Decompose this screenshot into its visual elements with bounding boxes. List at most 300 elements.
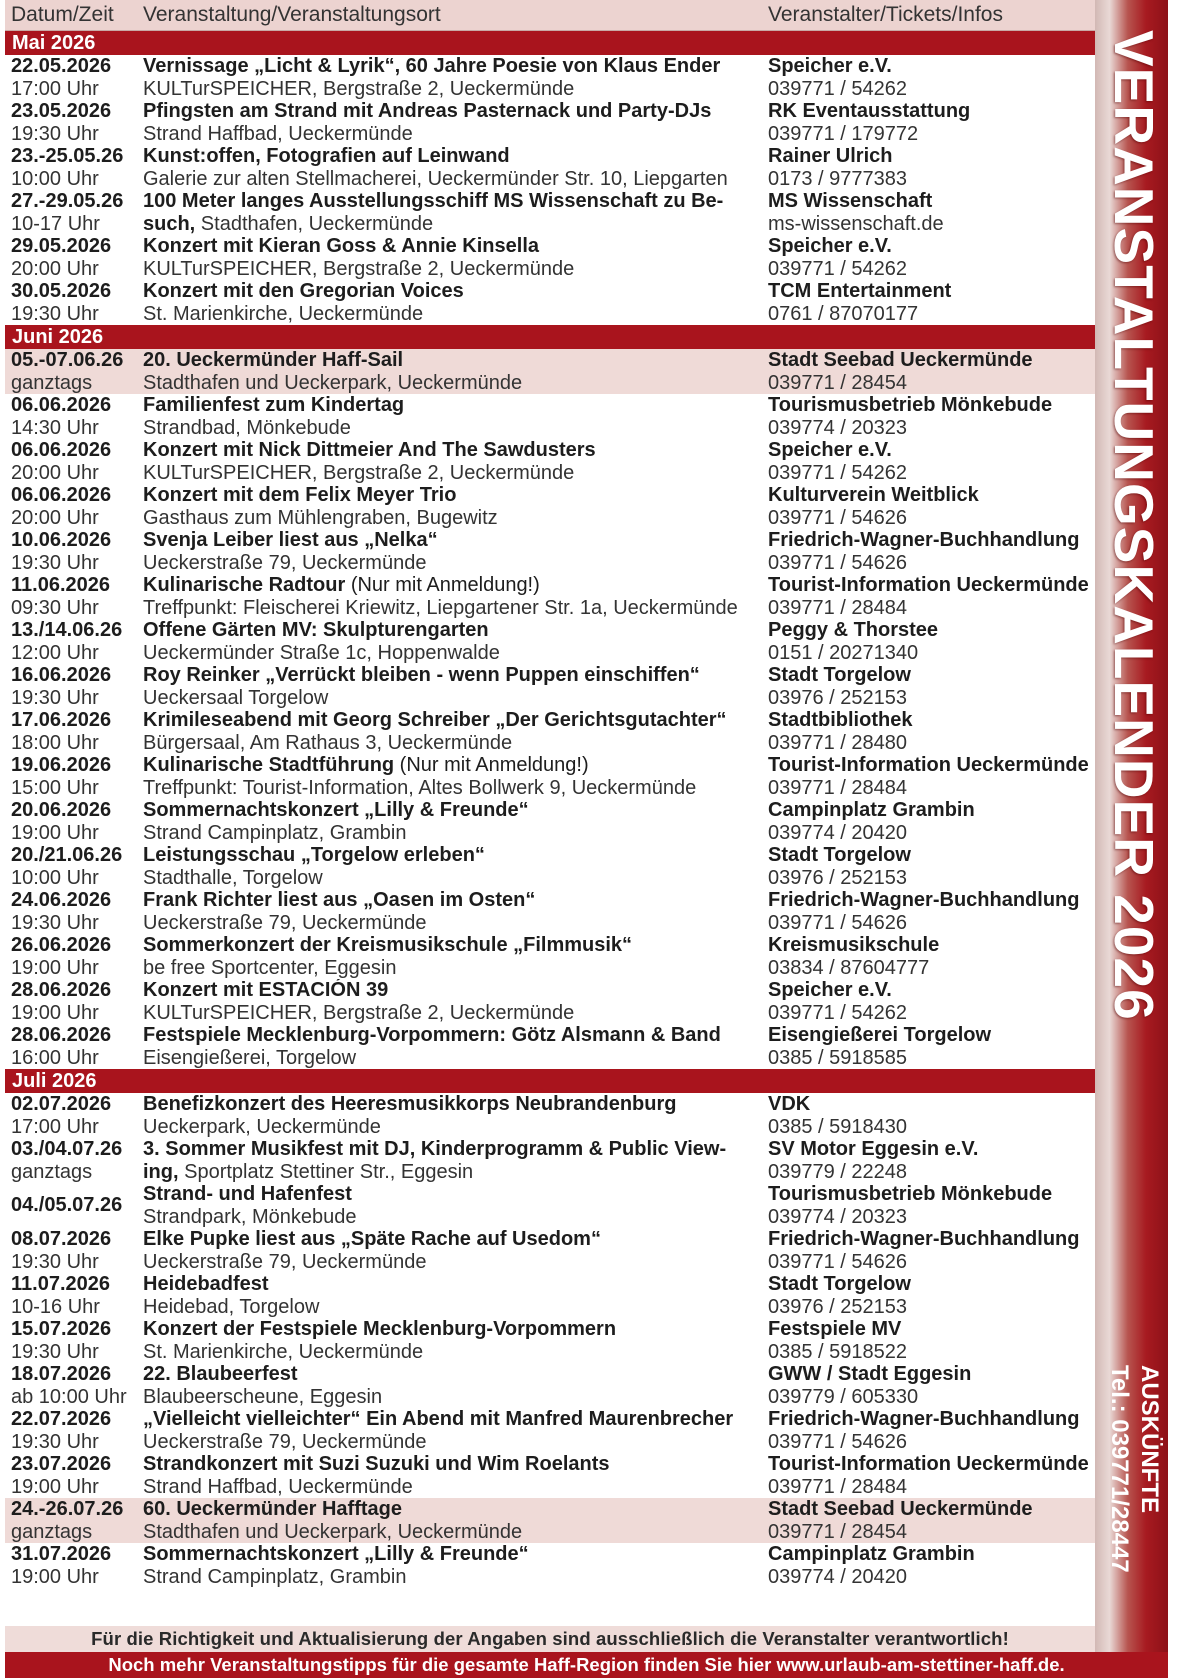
organizer-name: Festspiele MV: [768, 1318, 902, 1340]
organizer-name: SV Motor Eggesin e.V.: [768, 1138, 979, 1160]
event-info: [139, 1318, 764, 1363]
event-venue-line: [143, 1296, 764, 1319]
event-venue-line: [143, 732, 764, 755]
event-time: 16:00 Uhr: [11, 1046, 99, 1069]
event-row: [5, 664, 1095, 709]
event-title: 3. Sommer Musikfest mit DJ, Kinderprogramm & Public View-: [143, 1138, 727, 1160]
organizer-contact: 039771 / 54626: [768, 911, 908, 934]
month-banner: Juni 2026: [5, 325, 1095, 349]
event-title-line: [143, 1453, 764, 1476]
event-title: Kunst:offen, Fotografien auf Leinwand: [143, 145, 510, 167]
event-title-line: [143, 1273, 764, 1296]
event-time: 10:00 Uhr: [11, 866, 99, 889]
organizer-contact: 039771 / 28454: [768, 1520, 908, 1543]
event-date: 20./21.06.26: [11, 844, 123, 866]
event-date: 02.07.2026: [11, 1093, 112, 1115]
event-date: 06.06.2026: [11, 439, 112, 461]
organizer-contact: 039774 / 20323: [768, 1205, 908, 1228]
event-venue: Galerie zur alten Stellmacherei, Ueckermünder Str. 10, Liepgarten: [143, 167, 728, 190]
event-title-line: [143, 235, 764, 258]
event-title-line: [143, 190, 764, 213]
event-title-line: [143, 934, 764, 957]
event-venue: Sportplatz Stettiner Str., Eggesin: [178, 1160, 474, 1183]
organizer-contact: 0385 / 5918522: [768, 1340, 908, 1363]
event-venue: Stadthafen, Ueckermünde: [195, 212, 434, 235]
event-title: Sommernachtskonzert „Lilly & Freunde“: [143, 799, 529, 821]
event-row: [5, 394, 1095, 439]
event-row: [5, 1363, 1095, 1408]
event-info: [139, 889, 764, 934]
event-organizer: [764, 55, 1095, 100]
organizer-name: Tourist-Information Ueckermünde: [768, 574, 1089, 596]
event-title-line: [143, 979, 764, 1002]
event-venue-line: [143, 213, 764, 236]
event-title: „Vielleicht vielleichter“ Ein Abend mit Manfred Maurenbrecher: [143, 1408, 734, 1430]
event-title-line: [143, 1138, 764, 1161]
event-title-line: [143, 1183, 764, 1206]
organizer-name: Stadt Torgelow: [768, 664, 911, 686]
event-title: Familienfest zum Kindertag: [143, 394, 405, 416]
event-venue-line: [143, 1566, 764, 1589]
organizer-name: VDK: [768, 1093, 811, 1115]
event-venue-line: [143, 1386, 764, 1409]
event-title: 60. Ueckermünder Hafftage: [143, 1498, 402, 1520]
event-time: 19:30 Uhr: [11, 551, 99, 574]
event-title: Offene Gärten MV: Skulpturengarten: [143, 619, 489, 641]
event-organizer: [764, 1183, 1095, 1228]
event-venue: Ueckersaal Torgelow: [143, 686, 329, 709]
event-venue-line: [143, 642, 764, 665]
event-venue: Strandbad, Mönkebude: [143, 416, 351, 439]
event-date: 03./04.07.26: [11, 1138, 123, 1160]
event-datetime: [5, 844, 139, 889]
event-title-line: [143, 529, 764, 552]
organizer-name: Campinplatz Grambin: [768, 1543, 975, 1565]
event-venue-line: [143, 822, 764, 845]
event-date: 19.06.2026: [11, 754, 112, 776]
event-info: [139, 979, 764, 1024]
event-title-line: [143, 280, 764, 303]
organizer-name: Stadt Seebad Ueckermünde: [768, 1498, 1033, 1520]
event-date: 24.-26.07.26: [11, 1498, 124, 1520]
event-title-line: [143, 484, 764, 507]
organizer-name: Speicher e.V.: [768, 235, 892, 257]
event-time: 19:00 Uhr: [11, 1001, 99, 1024]
event-datetime: [5, 529, 139, 574]
event-venue-line: [143, 957, 764, 980]
event-rows: [5, 31, 1095, 1588]
event-time: 10-17 Uhr: [11, 212, 100, 235]
event-datetime: [5, 100, 139, 145]
event-organizer: [764, 754, 1095, 799]
event-title-line: [143, 799, 764, 822]
event-datetime: [5, 190, 139, 235]
event-info: [139, 100, 764, 145]
event-venue-line: [143, 1251, 764, 1274]
organizer-name: Friedrich-Wagner-Buchhandlung: [768, 889, 1080, 911]
event-organizer: [764, 100, 1095, 145]
event-info: [139, 574, 764, 619]
event-organizer: [764, 349, 1095, 394]
event-title: Leistungsschau „Torgelow erleben“: [143, 844, 485, 866]
event-time: 17:00 Uhr: [11, 77, 99, 100]
event-info: [139, 1363, 764, 1408]
event-time: ganztags: [11, 1160, 93, 1183]
event-time: 10-16 Uhr: [11, 1295, 100, 1318]
event-row: [5, 1453, 1095, 1498]
event-venue: Ueckerstraße 79, Ueckermünde: [143, 1430, 427, 1453]
event-info: [139, 1453, 764, 1498]
event-row: [5, 439, 1095, 484]
organizer-contact: 039771 / 54262: [768, 461, 908, 484]
event-date: 17.06.2026: [11, 709, 112, 731]
event-date: 30.05.2026: [11, 280, 112, 302]
organizer-name: Friedrich-Wagner-Buchhandlung: [768, 529, 1080, 551]
event-venue: KULTurSPEICHER, Bergstraße 2, Ueckermünde: [143, 77, 575, 100]
event-venue: Bürgersaal, Am Rathaus 3, Ueckermünde: [143, 731, 513, 754]
event-datetime: [5, 484, 139, 529]
event-time: 09:30 Uhr: [11, 596, 99, 619]
event-venue-line: [143, 1431, 764, 1454]
event-row: [5, 190, 1095, 235]
event-organizer: [764, 1228, 1095, 1273]
event-title: Benefizkonzert des Heeresmusikkorps Neubrandenburg: [143, 1093, 677, 1115]
organizer-contact: 039774 / 20323: [768, 416, 908, 439]
organizer-name: Tourist-Information Ueckermünde: [768, 1453, 1089, 1475]
event-row: [5, 145, 1095, 190]
event-title-line: [143, 889, 764, 912]
event-time: 20:00 Uhr: [11, 461, 99, 484]
event-row: [5, 1543, 1095, 1588]
event-datetime: [5, 235, 139, 280]
event-venue: Treffpunkt: Fleischerei Kriewitz, Liepgartener Str. 1a, Ueckermünde: [143, 596, 738, 619]
event-title: 100 Meter langes Ausstellungsschiff MS Wissenschaft zu Be-: [143, 190, 724, 212]
event-info: [139, 1498, 764, 1543]
event-datetime: [5, 1453, 139, 1498]
event-datetime: [5, 889, 139, 934]
event-venue: Stadthalle, Torgelow: [143, 866, 323, 889]
event-organizer: [764, 1093, 1095, 1138]
info-block: [1100, 1365, 1164, 1615]
organizer-contact: 03976 / 252153: [768, 866, 908, 889]
table-header: [5, 0, 1095, 31]
event-organizer: [764, 1498, 1095, 1543]
event-row: [5, 1093, 1095, 1138]
event-time: 20:00 Uhr: [11, 506, 99, 529]
event-time: 19:00 Uhr: [11, 1475, 99, 1498]
event-venue: KULTurSPEICHER, Bergstraße 2, Ueckermünde: [143, 1001, 575, 1024]
event-title-line: [143, 1024, 764, 1047]
event-row: [5, 1498, 1095, 1543]
event-time: 19:30 Uhr: [11, 1340, 99, 1363]
header-date: Datum/Zeit: [11, 3, 114, 26]
event-organizer: [764, 1273, 1095, 1318]
event-title: Heidebadfest: [143, 1273, 269, 1295]
event-datetime: [5, 1408, 139, 1453]
event-organizer: [764, 235, 1095, 280]
event-datetime: [5, 754, 139, 799]
organizer-contact: 0385 / 5918430: [768, 1115, 908, 1138]
event-organizer: [764, 280, 1095, 325]
organizer-name: MS Wissenschaft: [768, 190, 933, 212]
event-venue-line: [143, 1521, 764, 1544]
organizer-name: Stadtbibliothek: [768, 709, 913, 731]
event-venue: Strandpark, Mönkebude: [143, 1205, 357, 1228]
event-venue: Strand Campinplatz, Grambin: [143, 1565, 407, 1588]
organizer-contact: 039771 / 54262: [768, 257, 908, 280]
event-info: [139, 145, 764, 190]
event-row: [5, 574, 1095, 619]
event-venue-line: [143, 1002, 764, 1025]
organizer-name: Rainer Ulrich: [768, 145, 893, 167]
event-title-line: [143, 1093, 764, 1116]
organizer-contact: 03834 / 87604777: [768, 956, 930, 979]
event-title: Svenja Leiber liest aus „Nelka“: [143, 529, 438, 551]
event-venue-line: [143, 417, 764, 440]
event-date: 10.06.2026: [11, 529, 112, 551]
event-organizer: [764, 145, 1095, 190]
event-datetime: [5, 439, 139, 484]
event-venue-line: [143, 258, 764, 281]
event-date: 28.06.2026: [11, 979, 112, 1001]
event-datetime: [5, 574, 139, 619]
event-venue: St. Marienkirche, Ueckermünde: [143, 1340, 424, 1363]
organizer-contact: 039771 / 54262: [768, 77, 908, 100]
event-venue-line: [143, 123, 764, 146]
event-datetime: [5, 979, 139, 1024]
event-venue: KULTurSPEICHER, Bergstraße 2, Ueckermünde: [143, 257, 575, 280]
event-date: 29.05.2026: [11, 235, 112, 257]
organizer-name: Speicher e.V.: [768, 439, 892, 461]
event-title-line: [143, 1543, 764, 1566]
more-tips-banner: Noch mehr Veranstaltungstipps für die gesamte Haff-Region finden Sie hier www.urlaub-am-stettiner-haff.de.: [5, 1652, 1168, 1678]
event-title: Vernissage „Licht & Lyrik“, 60 Jahre Poesie von Klaus Ender: [143, 55, 721, 77]
event-title: Sommerkonzert der Kreismusikschule „Filmmusik“: [143, 934, 633, 956]
event-organizer: [764, 979, 1095, 1024]
organizer-contact: 039771 / 54626: [768, 506, 908, 529]
event-organizer: [764, 1318, 1095, 1363]
event-date: 13./14.06.26: [11, 619, 123, 641]
organizer-contact: 039771 / 28484: [768, 1475, 908, 1498]
event-date: 11.06.2026: [11, 574, 110, 596]
event-info: [139, 235, 764, 280]
organizer-contact: 039771 / 54626: [768, 551, 908, 574]
event-datetime: [5, 709, 139, 754]
event-venue-line: [143, 168, 764, 191]
event-venue: Strand Haffbad, Ueckermünde: [143, 122, 413, 145]
event-time: 14:30 Uhr: [11, 416, 99, 439]
organizer-contact: 0151 / 20271340: [768, 641, 919, 664]
event-datetime: [5, 1138, 139, 1183]
event-date: 05.-07.06.26: [11, 349, 124, 371]
event-info: [139, 754, 764, 799]
event-row: [5, 1408, 1095, 1453]
info-label: AUSKÜNFTE: [1136, 1365, 1163, 1513]
organizer-name: Stadt Torgelow: [768, 1273, 911, 1295]
event-info: [139, 1024, 764, 1069]
event-time: 19:30 Uhr: [11, 1250, 99, 1273]
event-time: 19:30 Uhr: [11, 1430, 99, 1453]
event-row: [5, 799, 1095, 844]
event-row: [5, 844, 1095, 889]
event-title: Konzert mit dem Felix Meyer Trio: [143, 484, 457, 506]
event-organizer: [764, 394, 1095, 439]
organizer-contact: 0761 / 87070177: [768, 302, 919, 325]
event-row: [5, 1228, 1095, 1273]
event-venue: Gasthaus zum Mühlengraben, Bugewitz: [143, 506, 498, 529]
event-datetime: [5, 1363, 139, 1408]
event-row: [5, 1273, 1095, 1318]
event-time: 12:00 Uhr: [11, 641, 99, 664]
event-venue: St. Marienkirche, Ueckermünde: [143, 302, 424, 325]
event-datetime: [5, 394, 139, 439]
event-datetime: [5, 1024, 139, 1069]
organizer-name: Peggy & Thorstee: [768, 619, 939, 641]
event-date: 28.06.2026: [11, 1024, 112, 1046]
organizer-contact: 039779 / 605330: [768, 1385, 919, 1408]
disclaimer: Für die Richtigkeit und Aktualisierung der Angaben sind ausschließlich die Veranstalter verantwortlich!: [5, 1626, 1095, 1652]
organizer-contact: 0385 / 5918585: [768, 1046, 908, 1069]
event-date: 08.07.2026: [11, 1228, 112, 1250]
event-date: 22.07.2026: [11, 1408, 112, 1430]
event-date: 20.06.2026: [11, 799, 112, 821]
event-row: [5, 55, 1095, 100]
event-venue: Stadthafen und Ueckerpark, Ueckermünde: [143, 1520, 523, 1543]
event-datetime: [5, 1228, 139, 1273]
event-time: 19:30 Uhr: [11, 911, 99, 934]
event-venue-line: [143, 1476, 764, 1499]
event-info: [139, 619, 764, 664]
organizer-contact: 039779 / 22248: [768, 1160, 908, 1183]
event-note: (Nur mit Anmeldung!): [345, 574, 540, 596]
event-datetime: [5, 1318, 139, 1363]
event-organizer: [764, 619, 1095, 664]
calendar-title: VERANSTALTUNGSKALENDER 2026: [1103, 30, 1165, 1021]
event-organizer: [764, 1024, 1095, 1069]
event-info: [139, 1183, 764, 1228]
event-organizer: [764, 1138, 1095, 1183]
event-date: 27.-29.05.26: [11, 190, 124, 212]
event-row: [5, 754, 1095, 799]
event-title: Konzert der Festspiele Mecklenburg-Vorpommern: [143, 1318, 617, 1340]
event-venue-line: [143, 462, 764, 485]
event-date: 24.06.2026: [11, 889, 112, 911]
event-venue: Eisengießerei, Torgelow: [143, 1046, 357, 1069]
event-venue-line: [143, 303, 764, 326]
event-venue: Ueckerstraße 79, Ueckermünde: [143, 551, 427, 574]
event-time: 19:00 Uhr: [11, 821, 99, 844]
event-note: (Nur mit Anmeldung!): [394, 754, 589, 776]
event-venue-line: [143, 1206, 764, 1229]
event-title: Konzert mit Kieran Goss & Annie Kinsella: [143, 235, 540, 257]
event-datetime: [5, 1093, 139, 1138]
event-row: [5, 979, 1095, 1024]
event-date: 15.07.2026: [11, 1318, 112, 1340]
event-row: [5, 349, 1095, 394]
event-title-line: [143, 349, 764, 372]
event-title-line: [143, 55, 764, 78]
organizer-name: Stadt Seebad Ueckermünde: [768, 349, 1033, 371]
event-row: [5, 100, 1095, 145]
event-title: Festspiele Mecklenburg-Vorpommern: Götz Alsmann & Band: [143, 1024, 721, 1046]
organizer-name: Campinplatz Grambin: [768, 799, 975, 821]
event-date: 23.07.2026: [11, 1453, 112, 1475]
event-title-line: [143, 619, 764, 642]
event-info: [139, 1273, 764, 1318]
event-info: [139, 934, 764, 979]
organizer-contact: 039771 / 54626: [768, 1250, 908, 1273]
event-title-line: [143, 145, 764, 168]
event-row: [5, 1024, 1095, 1069]
organizer-name: Tourismusbetrieb Mönkebude: [768, 1183, 1053, 1205]
event-venue-line: [143, 1116, 764, 1139]
event-row: [5, 484, 1095, 529]
event-organizer: [764, 889, 1095, 934]
event-title-line: [143, 754, 764, 777]
event-title-line: [143, 100, 764, 123]
organizer-contact: 039771 / 54626: [768, 1430, 908, 1453]
event-row: [5, 1318, 1095, 1363]
organizer-contact: 039771 / 179772: [768, 122, 919, 145]
event-info: [139, 190, 764, 235]
event-date: 16.06.2026: [11, 664, 112, 686]
event-venue-line: [143, 912, 764, 935]
event-title: Kulinarische Stadtführung: [143, 754, 395, 776]
organizer-name: TCM Entertainment: [768, 280, 952, 302]
event-title-line: [143, 709, 764, 732]
event-venue-line: [143, 1341, 764, 1364]
event-date: 04./05.07.26: [11, 1194, 123, 1217]
event-datetime: [5, 664, 139, 709]
event-title: Roy Reinker „Verrückt bleiben - wenn Puppen einschiffen“: [143, 664, 700, 686]
event-venue-line: [143, 597, 764, 620]
event-venue-line: [143, 1047, 764, 1070]
event-datetime: [5, 619, 139, 664]
event-datetime: [5, 1273, 139, 1318]
event-title: Konzert mit Nick Dittmeier And The Sawdusters: [143, 439, 596, 461]
event-date: 06.06.2026: [11, 394, 112, 416]
event-date: 18.07.2026: [11, 1363, 112, 1385]
organizer-contact: 039771 / 28480: [768, 731, 908, 754]
organizer-contact: 039771 / 28454: [768, 371, 908, 394]
organizer-contact: ms-wissenschaft.de: [768, 212, 944, 235]
event-datetime: [5, 1498, 139, 1543]
event-time: 19:30 Uhr: [11, 686, 99, 709]
event-venue: Treffpunkt: Tourist-Information, Altes Bollwerk 9, Ueckermünde: [143, 776, 697, 799]
event-datetime: [5, 55, 139, 100]
event-venue: Ueckermünder Straße 1c, Hoppenwalde: [143, 641, 500, 664]
event-time: 17:00 Uhr: [11, 1115, 99, 1138]
event-title: Elke Pupke liest aus „Späte Rache auf Usedom“: [143, 1228, 601, 1250]
event-row: [5, 280, 1095, 325]
event-info: [139, 529, 764, 574]
month-banner: Mai 2026: [5, 31, 1095, 55]
event-title: Strandkonzert mit Suzi Suzuki und Wim Roelants: [143, 1453, 610, 1475]
organizer-name: Speicher e.V.: [768, 979, 892, 1001]
event-time: 20:00 Uhr: [11, 257, 99, 280]
event-time: 10:00 Uhr: [11, 167, 99, 190]
event-venue: Blaubeerscheune, Eggesin: [143, 1385, 383, 1408]
event-datetime: [5, 1183, 139, 1228]
event-info: [139, 1138, 764, 1183]
organizer-name: Friedrich-Wagner-Buchhandlung: [768, 1408, 1080, 1430]
organizer-contact: 0173 / 9777383: [768, 167, 908, 190]
event-info: [139, 484, 764, 529]
event-time: 15:00 Uhr: [11, 776, 99, 799]
event-row: [5, 235, 1095, 280]
event-date: 11.07.2026: [11, 1273, 110, 1295]
event-row: [5, 889, 1095, 934]
